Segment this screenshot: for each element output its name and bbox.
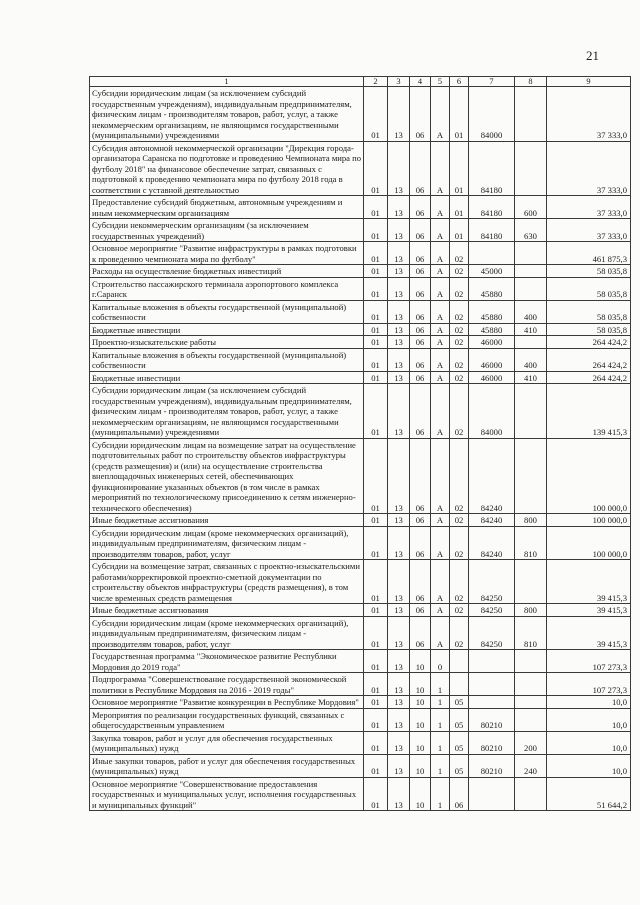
row-code-cell: 410	[515, 323, 547, 336]
row-code-cell: 01	[364, 323, 388, 336]
row-code-cell: 01	[364, 196, 388, 219]
row-name-cell: Субсидии юридическим лицам (кроме некоммерческих организаций), индивидуальным предпринимателям, физическим лицам - производителям товаров, работ, услуг	[90, 526, 364, 560]
row-code-cell: 0	[431, 650, 450, 673]
row-code-cell: 630	[515, 219, 547, 242]
table-row	[90, 87, 631, 142]
row-code-cell	[515, 438, 547, 514]
table-row	[90, 696, 631, 709]
row-code-cell: 02	[450, 438, 469, 514]
table-row	[90, 777, 631, 811]
row-code-cell	[515, 673, 547, 696]
row-code-cell: 13	[388, 673, 410, 696]
row-code-cell: А	[431, 438, 450, 514]
row-code-cell: 01	[364, 696, 388, 709]
row-code-cell: А	[431, 560, 450, 604]
row-code-cell: 58 035,8	[547, 323, 631, 336]
row-code-cell: 06	[410, 371, 431, 384]
row-code-cell: 06	[410, 604, 431, 617]
row-code-cell	[515, 141, 547, 196]
row-code-cell: 13	[388, 777, 410, 811]
row-name-cell: Капитальные вложения в объекты государственной (муниципальной) собственности	[90, 300, 364, 323]
row-name-cell: Бюджетные инвестиции	[90, 371, 364, 384]
table-row	[90, 616, 631, 650]
budget-table	[89, 76, 631, 811]
row-code-cell: 01	[364, 242, 388, 265]
row-code-cell	[515, 265, 547, 278]
row-code-cell: 37 333,0	[547, 141, 631, 196]
row-name-cell: Иные бюджетные ассигнования	[90, 514, 364, 527]
row-code-cell: 02	[450, 323, 469, 336]
page-number: 21	[586, 48, 599, 63]
row-code-cell: 1	[431, 754, 450, 777]
row-code-cell: 10,0	[547, 754, 631, 777]
row-code-cell: 39 415,3	[547, 604, 631, 617]
row-code-cell: 01	[364, 560, 388, 604]
row-code-cell: 45000	[469, 265, 515, 278]
row-code-cell: 13	[388, 696, 410, 709]
row-code-cell: 02	[450, 300, 469, 323]
row-code-cell: 06	[450, 777, 469, 811]
row-name-cell: Иные закупки товаров, работ и услуг для обеспечения государственных (муниципальных) нужд	[90, 754, 364, 777]
row-code-cell: 10	[410, 777, 431, 811]
row-code-cell: А	[431, 242, 450, 265]
row-code-cell: 80210	[469, 731, 515, 754]
row-code-cell: 39 415,3	[547, 560, 631, 604]
row-code-cell: 01	[450, 219, 469, 242]
row-code-cell: А	[431, 87, 450, 142]
row-code-cell: 10	[410, 673, 431, 696]
row-code-cell: 06	[410, 616, 431, 650]
row-code-cell: 01	[364, 371, 388, 384]
row-code-cell: 46000	[469, 348, 515, 371]
table-row	[90, 323, 631, 336]
row-name-cell: Строительство пассажирского терминала аэропортового комплекса г.Саранск	[90, 277, 364, 300]
row-code-cell: 13	[388, 650, 410, 673]
row-code-cell: 13	[388, 196, 410, 219]
row-code-cell: 264 424,2	[547, 336, 631, 349]
row-code-cell: 13	[388, 300, 410, 323]
row-code-cell: 02	[450, 371, 469, 384]
row-code-cell	[469, 777, 515, 811]
row-code-cell: 01	[364, 731, 388, 754]
row-code-cell: 06	[410, 87, 431, 142]
table-row	[90, 336, 631, 349]
row-code-cell: А	[431, 371, 450, 384]
row-code-cell: 37 333,0	[547, 219, 631, 242]
table-row	[90, 673, 631, 696]
row-code-cell: 05	[450, 696, 469, 709]
row-code-cell	[515, 650, 547, 673]
row-code-cell: 13	[388, 87, 410, 142]
row-code-cell: 1	[431, 731, 450, 754]
row-code-cell: 10	[410, 708, 431, 731]
row-code-cell: 13	[388, 560, 410, 604]
table-row	[90, 348, 631, 371]
row-code-cell: 02	[450, 336, 469, 349]
row-code-cell: 46000	[469, 371, 515, 384]
row-code-cell: 84250	[469, 560, 515, 604]
row-code-cell: 264 424,2	[547, 371, 631, 384]
row-code-cell	[515, 696, 547, 709]
row-code-cell: 06	[410, 348, 431, 371]
header-cell: 4	[410, 77, 431, 87]
row-code-cell: 01	[364, 777, 388, 811]
table-row	[90, 526, 631, 560]
table-row	[90, 265, 631, 278]
row-code-cell: А	[431, 219, 450, 242]
row-code-cell: 10	[410, 650, 431, 673]
table-row	[90, 650, 631, 673]
header-cell: 2	[364, 77, 388, 87]
row-code-cell: 06	[410, 323, 431, 336]
row-code-cell	[469, 650, 515, 673]
row-code-cell: 800	[515, 514, 547, 527]
row-code-cell: 10	[410, 696, 431, 709]
row-code-cell: 200	[515, 731, 547, 754]
row-code-cell: 01	[364, 438, 388, 514]
row-code-cell	[515, 277, 547, 300]
table-row	[90, 708, 631, 731]
row-name-cell: Закупка товаров, работ и услуг для обеспечения государственных (муниципальных) нужд	[90, 731, 364, 754]
row-name-cell: Субсидии юридическим лицам (за исключением субсидий государственным учреждениям), индивидуальным предпринимателям, физическим лицам - производителям товаров, работ, услуг, а также некоммерческим организациям, не являющимся государственными (муниципальными) учреждениями	[90, 384, 364, 439]
row-code-cell: А	[431, 514, 450, 527]
row-code-cell: 107 273,3	[547, 673, 631, 696]
row-code-cell: 810	[515, 526, 547, 560]
header-cell: 3	[388, 77, 410, 87]
row-code-cell: 84180	[469, 196, 515, 219]
row-code-cell: 10,0	[547, 696, 631, 709]
row-code-cell: 13	[388, 141, 410, 196]
row-code-cell: 01	[364, 650, 388, 673]
row-code-cell: 01	[364, 526, 388, 560]
row-code-cell: 37 333,0	[547, 196, 631, 219]
table-row	[90, 371, 631, 384]
row-code-cell: 84240	[469, 514, 515, 527]
row-code-cell: 84000	[469, 384, 515, 439]
row-code-cell: А	[431, 196, 450, 219]
table-row	[90, 196, 631, 219]
row-code-cell: 01	[364, 336, 388, 349]
row-code-cell: 58 035,8	[547, 265, 631, 278]
row-code-cell: 45880	[469, 277, 515, 300]
header-cell: 5	[431, 77, 450, 87]
row-code-cell: 01	[364, 141, 388, 196]
row-code-cell: 13	[388, 277, 410, 300]
row-code-cell: 13	[388, 265, 410, 278]
row-code-cell: 1	[431, 696, 450, 709]
row-code-cell: 100 000,0	[547, 526, 631, 560]
row-code-cell: А	[431, 277, 450, 300]
row-code-cell: 13	[388, 708, 410, 731]
row-code-cell: 01	[364, 265, 388, 278]
row-code-cell: 13	[388, 348, 410, 371]
row-code-cell: 06	[410, 242, 431, 265]
row-code-cell: 02	[450, 560, 469, 604]
row-code-cell: 10,0	[547, 708, 631, 731]
row-code-cell: 05	[450, 754, 469, 777]
row-code-cell: 02	[450, 526, 469, 560]
row-code-cell: 13	[388, 219, 410, 242]
row-code-cell	[515, 336, 547, 349]
row-code-cell: 58 035,8	[547, 277, 631, 300]
table-row	[90, 514, 631, 527]
table-row	[90, 277, 631, 300]
table-row	[90, 242, 631, 265]
row-code-cell: А	[431, 336, 450, 349]
row-name-cell: Субсидии юридическим лицам (за исключением субсидий государственным учреждениям), индивидуальным предпринимателям, физическим лицам - производителям товаров, работ, услуг, а также некоммерческим организациям, не являющимся государственными (муниципальными) учреждениями	[90, 87, 364, 142]
row-code-cell: 1	[431, 708, 450, 731]
header-cell: 1	[90, 77, 364, 87]
row-code-cell: 39 415,3	[547, 616, 631, 650]
row-code-cell: А	[431, 141, 450, 196]
row-code-cell: 01	[364, 616, 388, 650]
row-code-cell: А	[431, 265, 450, 278]
row-code-cell: 80210	[469, 708, 515, 731]
row-name-cell: Основное мероприятие "Развитие инфраструктуры в рамках подготовки к проведению чемпионата мира по футболу"	[90, 242, 364, 265]
row-code-cell	[515, 384, 547, 439]
row-code-cell	[515, 708, 547, 731]
row-code-cell: 10,0	[547, 731, 631, 754]
row-code-cell: 13	[388, 514, 410, 527]
row-code-cell	[515, 560, 547, 604]
row-name-cell: Иные бюджетные ассигнования	[90, 604, 364, 617]
row-code-cell: 06	[410, 514, 431, 527]
row-name-cell: Бюджетные инвестиции	[90, 323, 364, 336]
row-code-cell: 01	[364, 673, 388, 696]
row-code-cell	[450, 650, 469, 673]
row-code-cell: 84000	[469, 87, 515, 142]
row-code-cell: 02	[450, 242, 469, 265]
table-body	[90, 87, 631, 811]
row-code-cell: 06	[410, 336, 431, 349]
row-code-cell: 02	[450, 616, 469, 650]
row-code-cell: 84180	[469, 219, 515, 242]
table-row	[90, 754, 631, 777]
row-code-cell: 06	[410, 277, 431, 300]
row-code-cell	[450, 673, 469, 696]
row-code-cell: 13	[388, 754, 410, 777]
row-code-cell: 10	[410, 731, 431, 754]
row-code-cell: 01	[364, 300, 388, 323]
row-code-cell: 13	[388, 438, 410, 514]
row-code-cell: 05	[450, 731, 469, 754]
row-code-cell: 45880	[469, 323, 515, 336]
row-name-cell: Основное мероприятие "Совершенствование предоставления государственных и муниципальных услуг, исполнения государственных и муниципальных функций"	[90, 777, 364, 811]
row-code-cell	[469, 673, 515, 696]
row-code-cell: 06	[410, 265, 431, 278]
row-code-cell: 46000	[469, 336, 515, 349]
row-code-cell: 800	[515, 604, 547, 617]
row-code-cell: 810	[515, 616, 547, 650]
header-cell: 7	[469, 77, 515, 87]
row-code-cell: 01	[364, 514, 388, 527]
row-code-cell: 1	[431, 777, 450, 811]
row-code-cell: 02	[450, 265, 469, 278]
row-name-cell: Государственная программа "Экономическое развитие Республики Мордовия до 2019 года"	[90, 650, 364, 673]
row-code-cell: 58 035,8	[547, 300, 631, 323]
row-code-cell: 01	[364, 708, 388, 731]
header-cell: 9	[547, 77, 631, 87]
row-code-cell: 84240	[469, 526, 515, 560]
row-code-cell: 02	[450, 348, 469, 371]
row-name-cell: Субсидии юридическим лицам на возмещение затрат на осуществление подготовительных работ по строительству объектов инфраструктуры (средств размещения) и (или) на осуществление строительства внеплощадочных инженерных сетей, обеспечивающих функционирование указанных объектов (в том числе в рамках мероприятий по технологическому присоединению к сетям инженерно-технического обеспечения)	[90, 438, 364, 514]
row-code-cell: 06	[410, 526, 431, 560]
table-row	[90, 560, 631, 604]
row-code-cell: 461 875,3	[547, 242, 631, 265]
row-code-cell	[515, 777, 547, 811]
row-code-cell: 100 000,0	[547, 438, 631, 514]
row-code-cell: 01	[364, 384, 388, 439]
row-code-cell: 13	[388, 616, 410, 650]
row-name-cell: Капитальные вложения в объекты государственной (муниципальной) собственности	[90, 348, 364, 371]
row-code-cell: 01	[450, 141, 469, 196]
row-code-cell	[515, 242, 547, 265]
row-code-cell: 13	[388, 526, 410, 560]
row-code-cell: А	[431, 616, 450, 650]
header-cell: 6	[450, 77, 469, 87]
row-code-cell: 13	[388, 336, 410, 349]
row-name-cell: Субсидии на возмещение затрат, связанных с проектно-изыскательскими работами/корректировкой проектно-сметной документации по строительству объектов инфраструктуры (средств размещения), в том числе временных средств размещения	[90, 560, 364, 604]
row-code-cell: 01	[364, 219, 388, 242]
row-code-cell: 05	[450, 708, 469, 731]
row-code-cell	[469, 242, 515, 265]
table-row	[90, 438, 631, 514]
row-code-cell: 01	[364, 604, 388, 617]
table-row	[90, 141, 631, 196]
header-cell: 8	[515, 77, 547, 87]
row-code-cell: 01	[364, 754, 388, 777]
table-row	[90, 384, 631, 439]
row-code-cell: 02	[450, 604, 469, 617]
row-code-cell: 13	[388, 242, 410, 265]
row-code-cell: 02	[450, 384, 469, 439]
row-name-cell: Подпрограмма "Совершенствование государственной экономической политики в Республике Мордовия на 2016 - 2019 годы"	[90, 673, 364, 696]
row-code-cell	[469, 696, 515, 709]
row-code-cell: 06	[410, 141, 431, 196]
row-code-cell: 06	[410, 438, 431, 514]
row-code-cell: 01	[364, 348, 388, 371]
row-code-cell: 13	[388, 323, 410, 336]
header-row	[90, 77, 631, 87]
row-code-cell: 13	[388, 604, 410, 617]
row-code-cell: 37 333,0	[547, 87, 631, 142]
row-code-cell: 410	[515, 371, 547, 384]
row-code-cell: 600	[515, 196, 547, 219]
row-code-cell: 06	[410, 196, 431, 219]
row-code-cell: А	[431, 348, 450, 371]
row-code-cell: 84250	[469, 616, 515, 650]
row-code-cell: 01	[450, 196, 469, 219]
row-code-cell: А	[431, 604, 450, 617]
row-code-cell: 1	[431, 673, 450, 696]
row-code-cell: 80210	[469, 754, 515, 777]
row-code-cell: 139 415,3	[547, 384, 631, 439]
row-code-cell: 400	[515, 348, 547, 371]
row-code-cell: А	[431, 526, 450, 560]
table-row	[90, 604, 631, 617]
row-code-cell: 01	[364, 277, 388, 300]
row-code-cell: 06	[410, 219, 431, 242]
table-row	[90, 731, 631, 754]
row-code-cell: 84180	[469, 141, 515, 196]
row-name-cell: Основное мероприятие "Развитие конкуренции в Республике Мордовия"	[90, 696, 364, 709]
row-code-cell: 107 273,3	[547, 650, 631, 673]
row-code-cell: А	[431, 300, 450, 323]
row-name-cell: Субсидия автономной некоммерческой организации "Дирекция города-организатора Саранска по подготовке и проведению Чемпионата мира по футболу 2018" на финансовое обеспечение затрат, связанных с подготовкой к проведению чемпионата мира по футболу 2018 года в соответствии с уставной деятельностью	[90, 141, 364, 196]
row-name-cell: Субсидии юридическим лицам (кроме некоммерческих организаций), индивидуальным предпринимателям, физическим лицам - производителям товаров, работ, услуг	[90, 616, 364, 650]
row-code-cell: 01	[364, 87, 388, 142]
row-code-cell: 06	[410, 300, 431, 323]
row-code-cell: 02	[450, 277, 469, 300]
row-code-cell: 45880	[469, 300, 515, 323]
row-code-cell: 264 424,2	[547, 348, 631, 371]
row-code-cell: 13	[388, 384, 410, 439]
row-code-cell: 06	[410, 384, 431, 439]
row-code-cell: 100 000,0	[547, 514, 631, 527]
row-code-cell: 06	[410, 560, 431, 604]
row-code-cell: 51 644,2	[547, 777, 631, 811]
row-name-cell: Субсидии некоммерческим организациям (за исключением государственных учреждений)	[90, 219, 364, 242]
row-code-cell: 240	[515, 754, 547, 777]
table-row	[90, 300, 631, 323]
table-row	[90, 219, 631, 242]
row-code-cell: 84240	[469, 438, 515, 514]
row-code-cell: 01	[450, 87, 469, 142]
row-code-cell: 13	[388, 731, 410, 754]
row-name-cell: Проектно-изыскательские работы	[90, 336, 364, 349]
row-name-cell: Расходы на осуществление бюджетных инвестиций	[90, 265, 364, 278]
row-code-cell	[515, 87, 547, 142]
row-code-cell: А	[431, 384, 450, 439]
row-name-cell: Мероприятия по реализации государственных функций, связанных с общегосударственным управлением	[90, 708, 364, 731]
row-code-cell: 13	[388, 371, 410, 384]
row-code-cell: А	[431, 323, 450, 336]
row-code-cell: 02	[450, 514, 469, 527]
row-code-cell: 84250	[469, 604, 515, 617]
row-code-cell: 400	[515, 300, 547, 323]
row-code-cell: 10	[410, 754, 431, 777]
row-name-cell: Предоставление субсидий бюджетным, автономным учреждениям и иным некоммерческим организациям	[90, 196, 364, 219]
